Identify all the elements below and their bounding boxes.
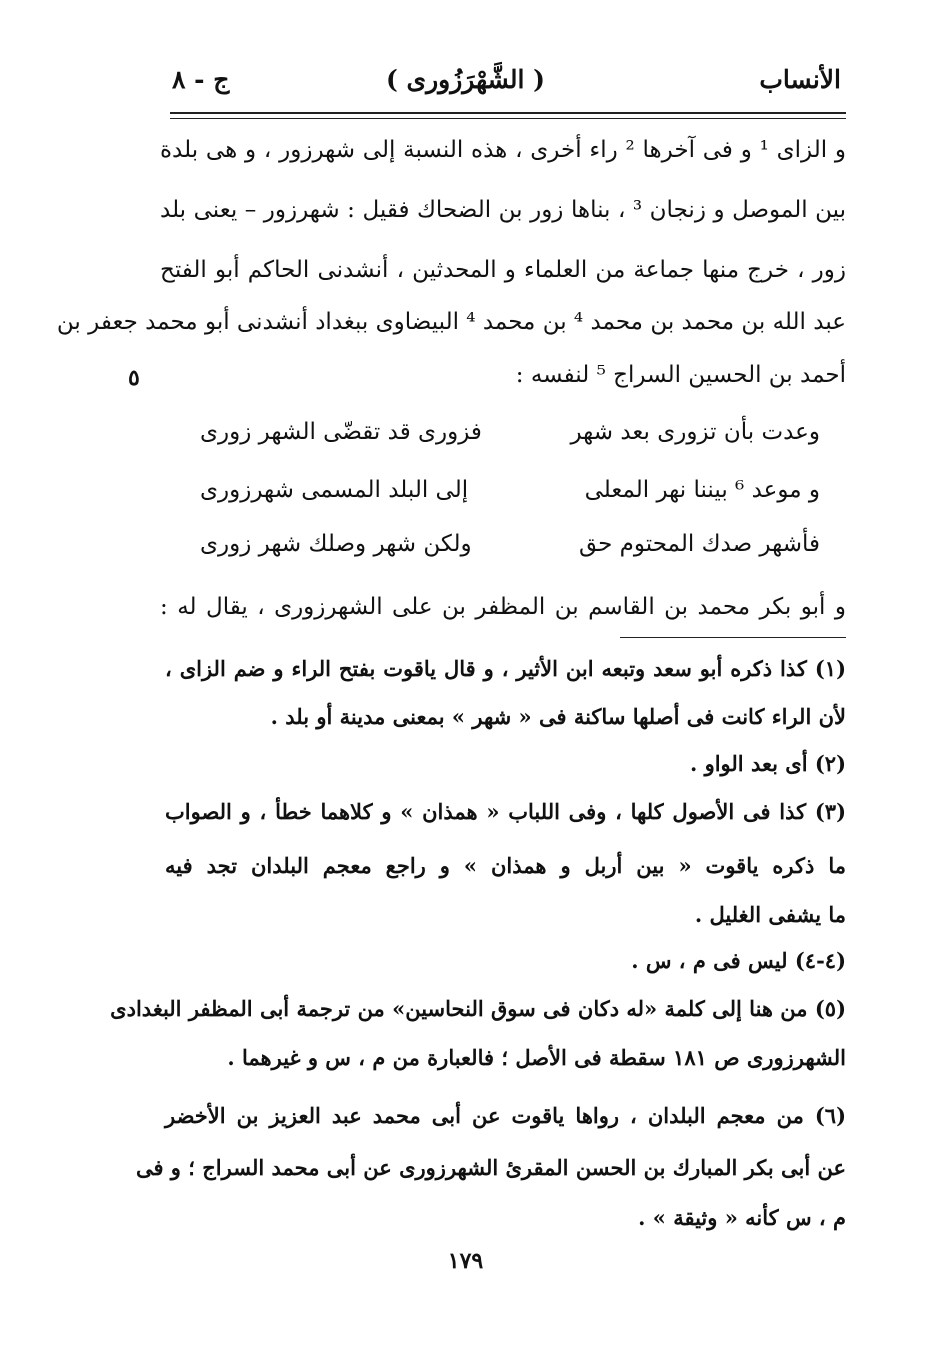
header-book-title: الأنساب [759,65,841,94]
footnote-line-2: لأن الراء كانت فى أصلها ساكنة فى « شهر » بمعنى مدينة أو بلد . [270,704,846,729]
page-number: ١٧٩ [447,1248,484,1274]
footnote-line-7: (٤-٤) ليس فى م ، س . [631,948,846,973]
header-rule-thick [170,112,846,114]
verse-line-2 [200,460,820,520]
verse-1-first-hemistich: وعدت بأن تزورى بعد شهر [570,419,820,445]
verse-3-second-hemistich: ولكن شهر وصلك شهر زورى [200,531,472,557]
margin-line-number: ٥ [128,365,140,391]
verse-line-3 [200,514,820,574]
after-verse-line: و أبو بكر محمد بن القاسم بن المظفر بن على الشهرزورى ، يقال له : [160,594,846,620]
verse-3-first-hemistich: فأشهر صدك المحتوم حق [578,531,820,557]
footnote-line-6: ما يشفى الغليل . [694,902,846,927]
header-rule-thin [170,118,846,119]
footnote-line-11: عن أبى بكر المبارك بن الحسن المقرئ الشهرزورى عن أبى محمد السراج ؛ و فى [135,1155,846,1180]
footnote-line-10: (٦) من معجم البلدان ، رواها ياقوت عن أبى محمد عبد العزيز بن الأخضر [165,1103,846,1128]
footnote-line-3: (٢) أى بعد الواو . [689,751,846,776]
footnote-line-9: الشهرزورى ص ١٨١ سقطة فى الأصل ؛ فالعبارة من م ، س و غيرهما . [227,1045,846,1070]
body-line-2: بين الموصل و زنجان ³ ، بناها زور بن الضحاك فقيل : شهرزور – يعنى بلد [160,197,846,223]
footnote-line-5: ما ذكره ياقوت « بين أربل و همذان » و راجع معجم البلدان تجد فيه [165,853,846,878]
body-line-1: و الزاى ¹ و فى آخرها ² راء أخرى ، هذه النسبة إلى شهرزور ، و هى بلدة [160,137,846,163]
header-entry-title: ( الشَّهْرَزُورى ) [385,65,546,94]
header-volume: ج - ٨ [172,65,230,94]
footnote-line-8: (٥) من هنا إلى كلمة «له دكان فى سوق النحاسين» من ترجمة أبى المظفر البغدادى [110,996,846,1021]
body-line-3: زور ، خرج منها جماعة من العلماء و المحدثين ، أنشدنى الحاكم أبو الفتح [160,257,846,283]
body-line-4: عبد الله بن محمد بن محمد ⁴ بن محمد ⁴ البيضاوى ببغداد أنشدنى أبو محمد جعفر بن [56,309,846,335]
verse-2-first-hemistich: و موعد ⁶ بيننا نهر المعلى [584,477,820,503]
footnote-line-4: (٣) كذا فى الأصول كلها ، وفى اللباب « همذان » و كلاهما خطأ ، و الصواب [165,799,846,824]
footnote-separator [620,637,846,638]
verse-2-second-hemistich: إلى البلد المسمى شهرزورى [200,477,469,503]
footnote-line-1: (١) كذا ذكره أبو سعد وتبعه ابن الأثير ، و قال ياقوت بفتح الراء و ضم الزاى ، [165,656,846,681]
verse-1-second-hemistich: فزورى قد تقضّى الشهر زورى [200,419,482,445]
body-line-5: أحمد بن الحسين السراج ⁵ لنفسه : [515,362,846,388]
footnote-line-12: م ، س كأنه « وثيقة » . [638,1205,846,1230]
verse-line-1 [200,402,820,462]
